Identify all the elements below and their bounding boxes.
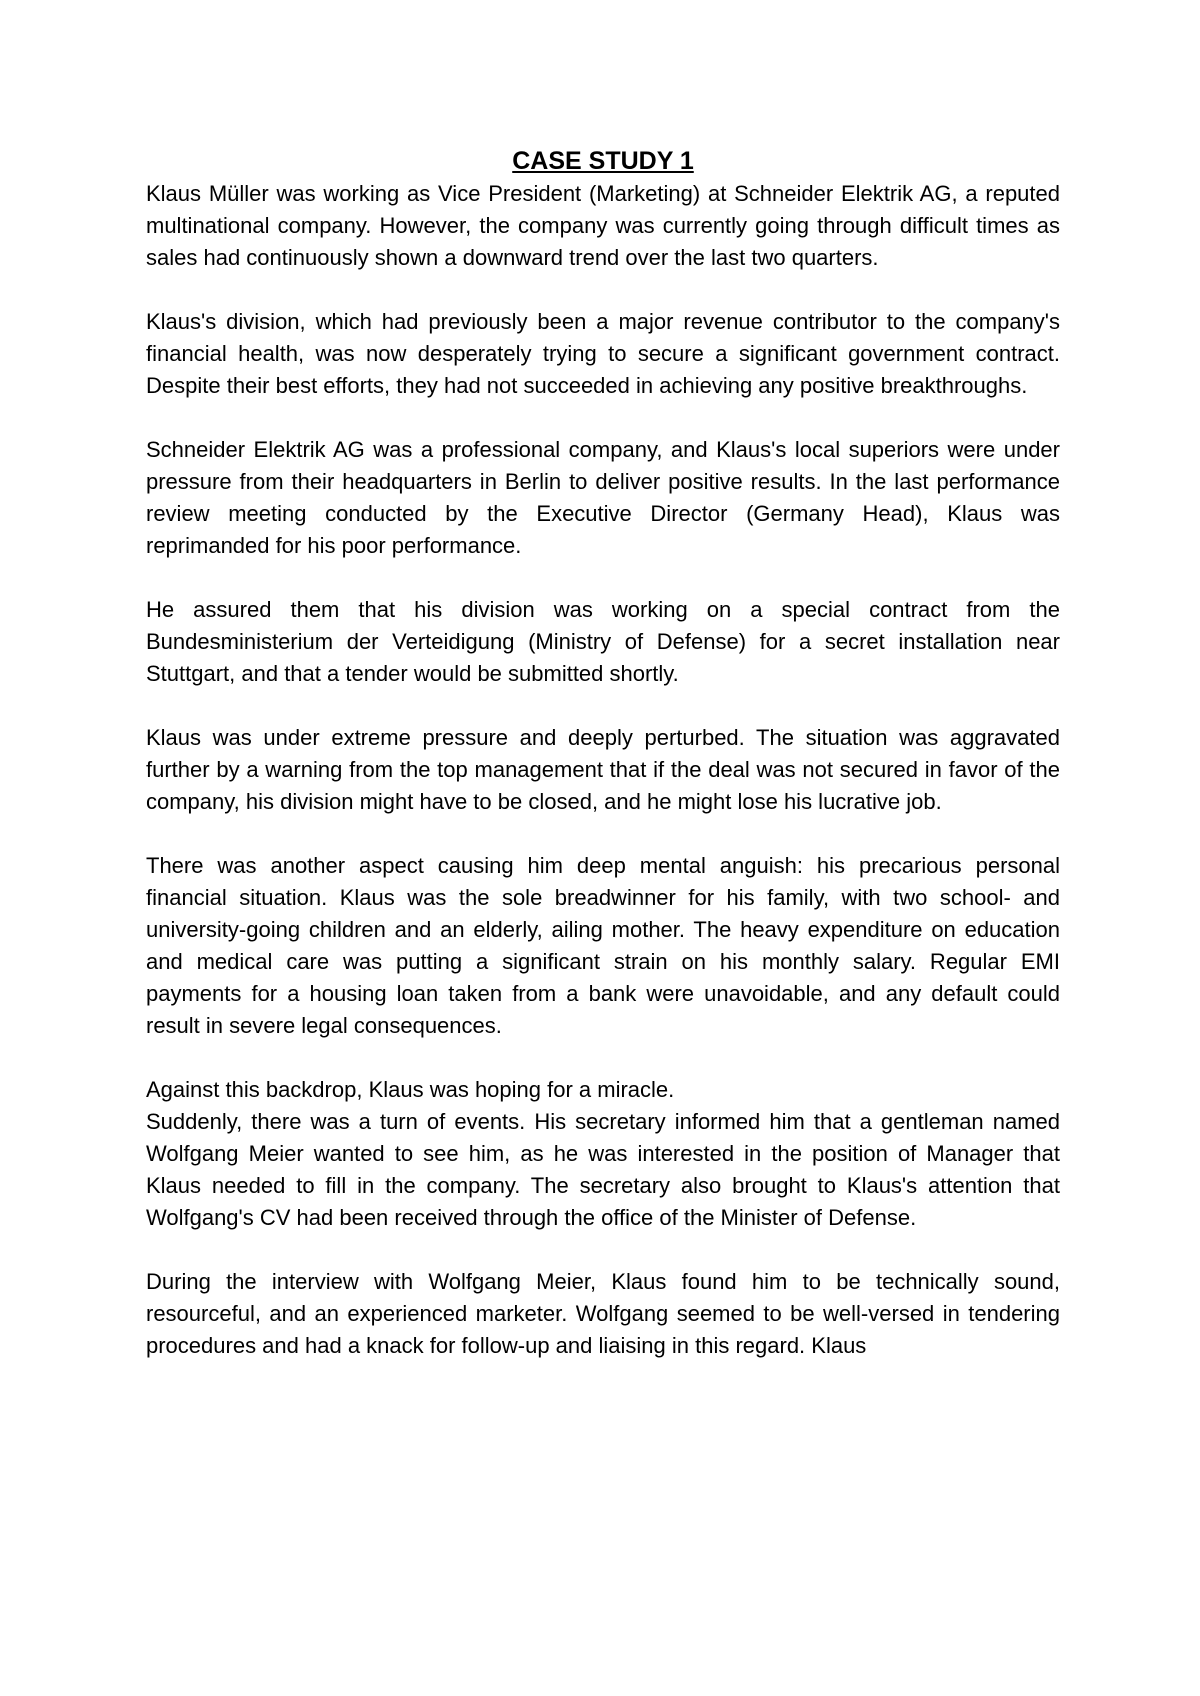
paragraph-2: Klaus's division, which had previously been a major revenue contributor to the company's financial health, was now desperately trying to secure a significant government contract. Despite their best efforts, they had not succeeded in achieving any positive breakthroughs. (146, 309, 1060, 398)
paragraph-3: Schneider Elektrik AG was a professional company, and Klaus's local superiors were under pressure from their headquarters in Berlin to deliver positive results. In the last performance review meeting conducted by the Executive Director (Germany Head), Klaus was reprimanded for his poor performance. (146, 437, 1060, 558)
paragraph-7: Against this backdrop, Klaus was hoping for a miracle. (146, 1077, 675, 1102)
paragraph-5: Klaus was under extreme pressure and deeply perturbed. The situation was aggravated further by a warning from the top management that if the deal was not secured in favor of the company, his division might have to be closed, and he might lose his lucrative job. (146, 725, 1060, 814)
paragraph-9: During the interview with Wolfgang Meier, Klaus found him to be technically sound, resourceful, and an experienced marketer. Wolfgang seemed to be well-versed in tendering procedures and had a knack for follow-up and liaising in this regard. Klaus (146, 1269, 1060, 1358)
paragraph-1: Klaus Müller was working as Vice President (Marketing) at Schneider Elektrik AG, a reputed multinational company. However, the company was currently going through difficult times as sales had continuously shown a downward trend over the last two quarters. (146, 181, 1060, 270)
paragraph-6: There was another aspect causing him deep mental anguish: his precarious personal financial situation. Klaus was the sole breadwinner for his family, with two school- and university-going children and an elderly, ailing mother. The heavy expenditure on education and medical care was putting a significant strain on his monthly salary. Regular EMI payments for a housing loan taken from a bank were unavoidable, and any default could result in severe legal consequences. (146, 853, 1060, 1038)
document-page (146, 146, 1060, 1362)
paragraph-8: Suddenly, there was a turn of events. His secretary informed him that a gentleman named Wolfgang Meier wanted to see him, as he was interested in the position of Manager that Klaus needed to fill in the company. The secretary also brought to Klaus's attention that Wolfgang's CV had been received through the office of the Minister of Defense. (146, 1109, 1060, 1230)
paragraph-4: He assured them that his division was working on a special contract from the Bundesministerium der Verteidigung (Ministry of Defense) for a secret installation near Stuttgart, and that a tender would be submitted shortly. (146, 597, 1060, 686)
document-title: CASE STUDY 1 (512, 147, 694, 175)
